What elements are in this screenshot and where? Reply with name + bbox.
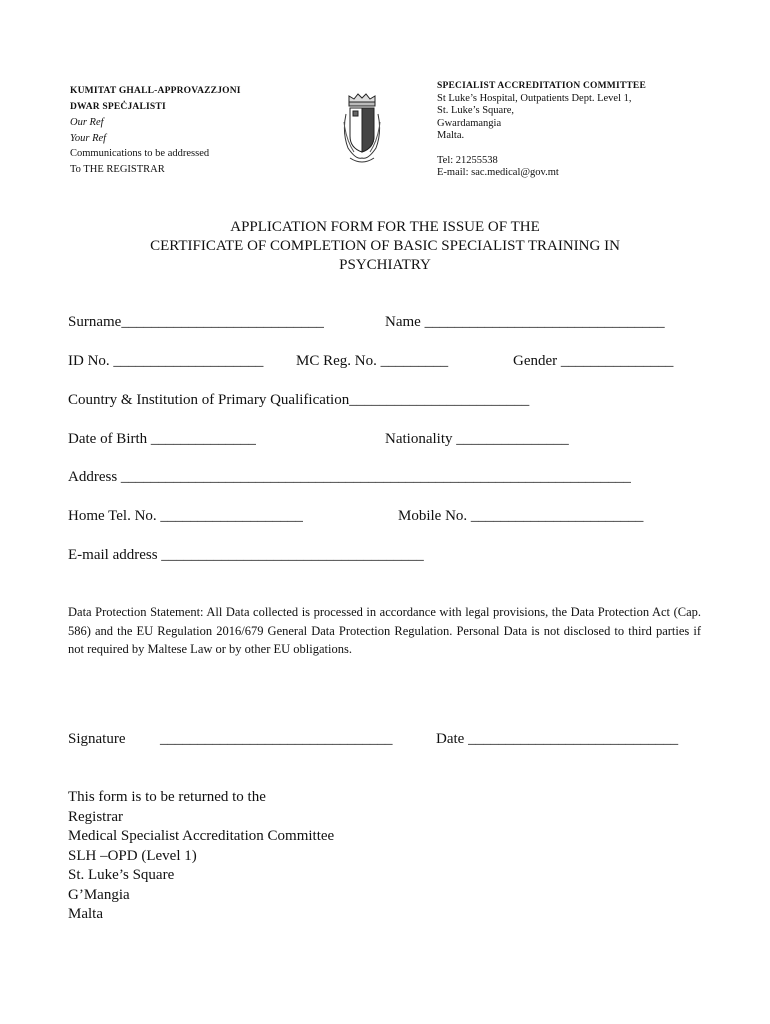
telephone: Tel: 21255538 [437, 154, 498, 166]
return-line4: SLH –OPD (Level 1) [68, 847, 197, 864]
mobile-field[interactable]: Mobile No. _______________________ [398, 508, 644, 524]
mc-reg-number-field[interactable]: MC Reg. No. _________ [296, 353, 449, 369]
return-line3: Medical Specialist Accreditation Committee [68, 828, 335, 844]
date-of-birth-field[interactable]: Date of Birth ______________ [68, 431, 256, 447]
return-line2: Registrar [68, 808, 123, 825]
title-line3: PSYCHIATRY [339, 257, 431, 273]
nationality-field[interactable]: Nationality _______________ [385, 431, 569, 447]
header-left-block [70, 84, 241, 177]
address-line3: Gwardamangia [437, 117, 502, 129]
home-tel-field[interactable]: Home Tel. No. ___________________ [68, 508, 303, 524]
email-field[interactable]: E-mail address ___________________________________ [68, 547, 424, 563]
country-institution-field[interactable]: Country & Institution of Primary Qualification________________________ [68, 392, 530, 408]
communications-line: Communications to be addressed [70, 148, 210, 159]
org-name-line1: KUMITAT GHALL-APPROVAZZJONI [70, 86, 241, 96]
form-title [0, 218, 770, 275]
return-line5: St. Luke’s Square [68, 867, 175, 883]
id-number-field[interactable]: ID No. ____________________ [68, 353, 264, 369]
committee-name: SPECIALIST ACCREDITATION COMMITTEE [437, 81, 646, 91]
return-line1: This form is to be returned to the [68, 789, 266, 805]
data-protection-statement: Data Protection Statement: All Data collected is processed in accordance with legal provisions, the Data Protection Act (Cap. 586) and the EU Regulation 2016/679 General Data Protection Regulation. Personal Data is not disclosed to third parties if not required by Maltese Law or by other EU obligations. [68, 605, 701, 656]
signature-label: Signature [68, 731, 126, 747]
org-name-line2: DWAR SPEĊJALISTI [70, 101, 166, 112]
name-field[interactable]: Name ________________________________ [385, 314, 665, 330]
your-ref: Your Ref [70, 132, 107, 144]
return-address-block [68, 788, 334, 925]
address-line2: St. Luke’s Square, [437, 105, 514, 116]
malta-coat-of-arms-icon [340, 92, 384, 168]
title-line2: CERTIFICATE OF COMPLETION OF BASIC SPECIALIST TRAINING IN [150, 238, 620, 254]
email-contact: E-mail: sac.medical@gov.mt [437, 167, 559, 178]
header-right-block [437, 80, 646, 180]
signature-field[interactable]: _______________________________ [160, 731, 393, 747]
surname-field[interactable]: Surname___________________________ [68, 314, 324, 330]
gender-field[interactable]: Gender _______________ [513, 353, 674, 369]
address-field[interactable]: Address ____________________________________________________________________ [68, 469, 631, 485]
date-field[interactable]: Date ____________________________ [436, 731, 679, 747]
our-ref: Our Ref [70, 117, 104, 128]
title-line1: APPLICATION FORM FOR THE ISSUE OF THE [230, 219, 540, 235]
return-line7: Malta [68, 906, 103, 922]
address-line4: Malta. [437, 130, 465, 141]
return-line6: G’Mangia [68, 886, 130, 903]
to-registrar-line: To THE REGISTRAR [70, 163, 165, 175]
address-line1: St Luke’s Hospital, Outpatients Dept. Level 1, [437, 92, 632, 104]
